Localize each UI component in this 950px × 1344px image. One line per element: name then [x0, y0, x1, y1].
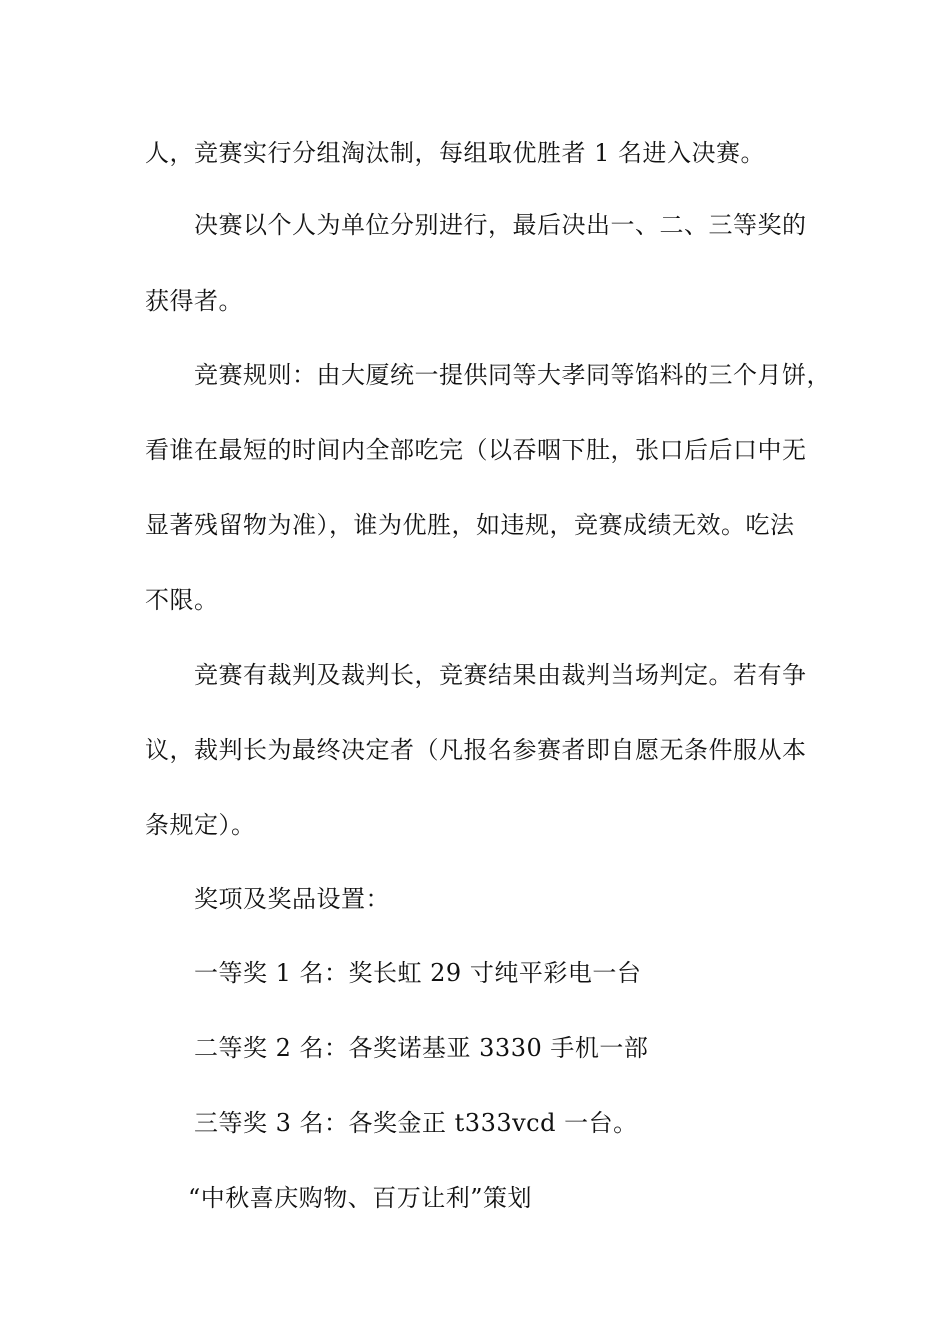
text-line-6: 显著残留物为准），谁为优胜，如违规，竞赛成绩无效。吃法: [145, 511, 795, 539]
text-line-7: 不限。: [145, 586, 219, 614]
text-line-3: 获得者。: [145, 287, 243, 315]
text-line-5: 看谁在最短的时间内全部吃完（以吞咽下肚，张口后后口中无: [145, 436, 807, 464]
text-line-13: 二等奖 2 名：各奖诺基亚 3330 手机一部: [194, 1034, 649, 1062]
text-line-2: 决赛以个人为单位分别进行，最后决出一、二、三等奖的: [194, 211, 807, 239]
text-line-12: 一等奖 1 名：奖长虹 29 寸纯平彩电一台: [194, 959, 642, 987]
text-line-14: 三等奖 3 名：各奖金正 t333vcd 一台。: [194, 1109, 638, 1137]
text-line-10: 条规定）。: [145, 811, 256, 839]
text-line-4: 竞赛规则：由大厦统一提供同等大孝同等馅料的三个月饼，: [194, 361, 831, 389]
text-line-11: 奖项及奖品设置：: [194, 885, 390, 913]
text-line-15: “中秋喜庆购物、百万让利”策划: [188, 1184, 533, 1212]
text-line-1: 人，竞赛实行分组淘汰制，每组取优胜者 1 名进入决赛。: [145, 139, 766, 167]
text-line-9: 议，裁判长为最终决定者（凡报名参赛者即自愿无条件服从本: [145, 736, 807, 764]
text-line-8: 竞赛有裁判及裁判长，竞赛结果由裁判当场判定。若有争: [194, 661, 807, 689]
